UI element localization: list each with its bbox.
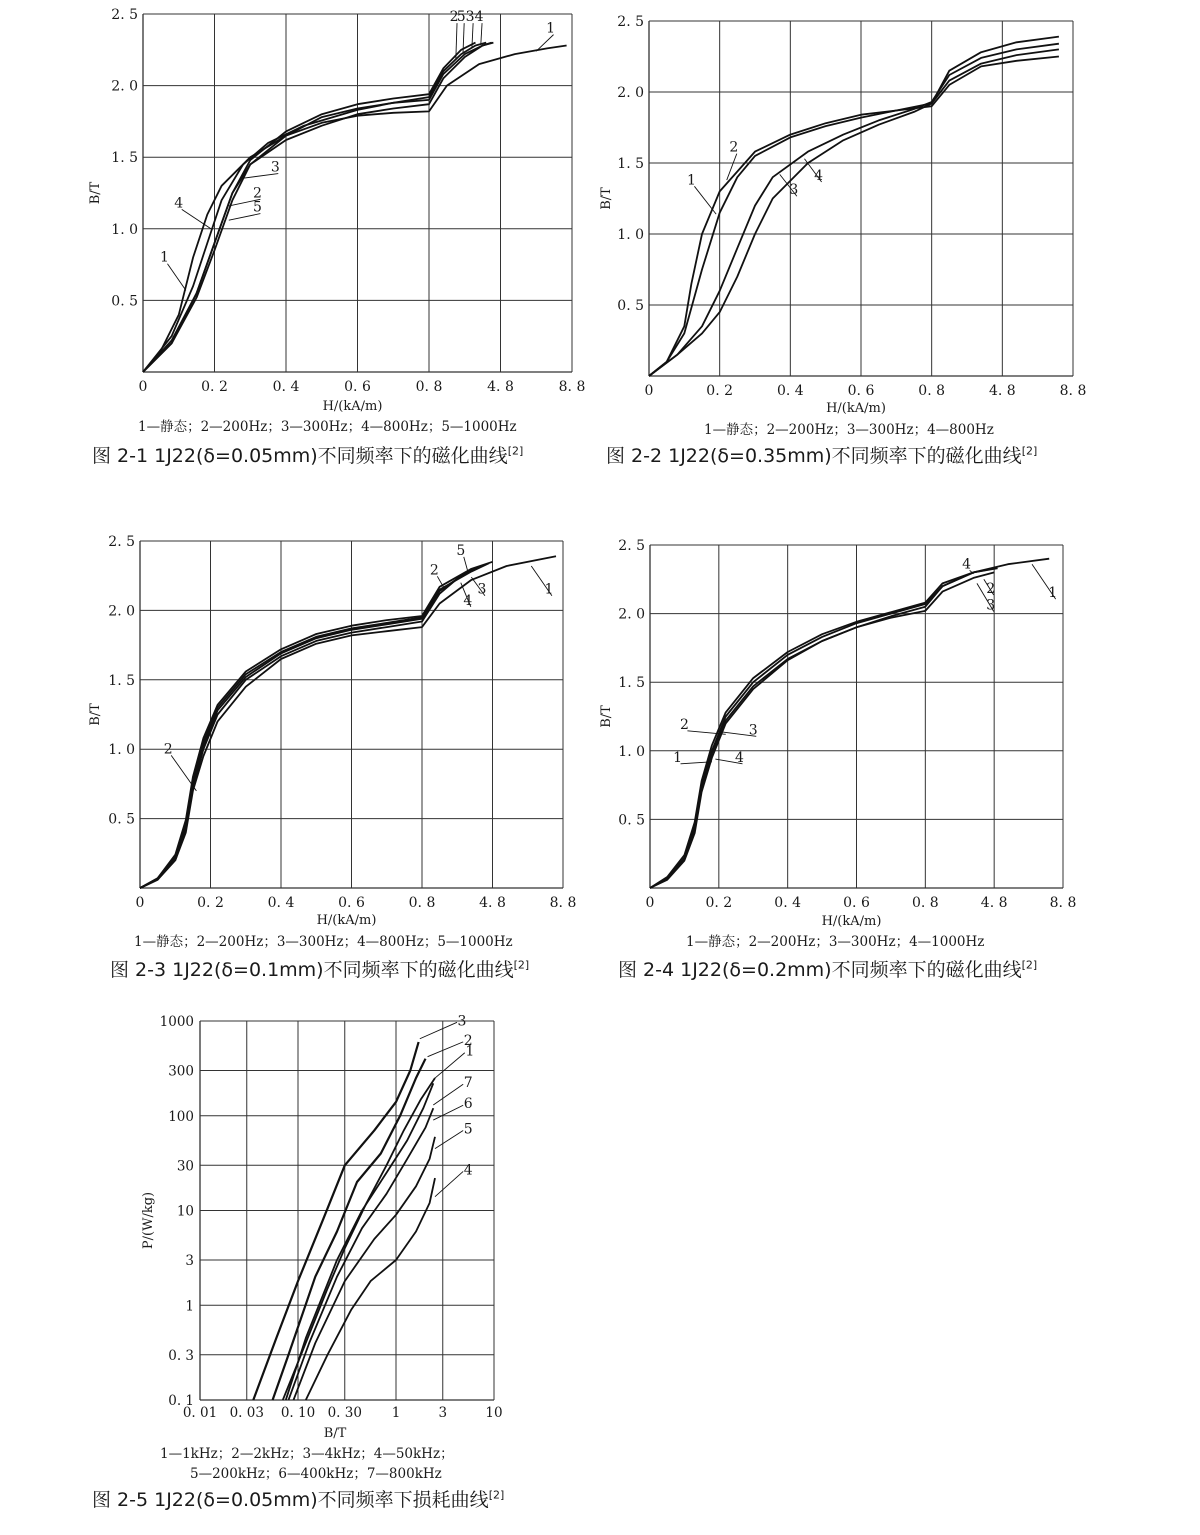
y-tick-label: 2. 5	[618, 538, 645, 554]
y-tick-label: 30	[176, 1158, 194, 1175]
plot-area	[649, 21, 1073, 376]
curve-label-7: 7	[463, 1075, 473, 1092]
y-tick-label: 2. 5	[108, 534, 135, 550]
leader-line	[694, 186, 716, 214]
caption-fig1	[92, 441, 523, 468]
y-tick-label: 1. 5	[111, 150, 138, 167]
legend-fig1: 1—静态；2—200Hz；3—300Hz；4—800Hz；5—1000Hz	[138, 419, 517, 435]
y-tick-label: 0. 5	[617, 298, 644, 314]
leader-line	[435, 1130, 463, 1148]
leader-line	[167, 264, 185, 291]
curve-label-4: 4	[814, 168, 824, 185]
x-tick-label: 0	[135, 895, 145, 911]
x-axis-title: H/(kA/m)	[316, 913, 377, 928]
caption-fig4-ref: [2]	[1021, 958, 1038, 972]
plot-area	[140, 541, 563, 888]
series-curve-3	[253, 1042, 418, 1400]
series-curve-2	[273, 1059, 426, 1400]
figure-2-1	[0, 0, 600, 470]
leader-line	[463, 23, 464, 54]
caption-fig2-ref: [2]	[1021, 444, 1038, 458]
caption-fig2-text: 图 2-2 1J22(δ=0.35mm)不同频率下的磁化曲线	[606, 445, 1022, 467]
series-curve-5	[143, 43, 476, 372]
x-tick-label: 0. 30	[327, 1405, 362, 1421]
plot-area	[143, 14, 572, 372]
x-tick-label: 4. 8	[988, 383, 1016, 399]
y-tick-label: 2. 0	[618, 606, 645, 623]
curve-label-5: 5	[463, 1121, 473, 1138]
curve-label-1: 1	[465, 1043, 475, 1060]
x-tick-label: 8. 8	[1059, 383, 1087, 399]
x-tick-label: 0. 6	[847, 383, 875, 399]
x-tick-label: 0. 4	[267, 895, 295, 911]
y-axis-title: B/T	[600, 705, 614, 728]
x-axis-title: H/(kA/m)	[826, 401, 886, 416]
y-tick-label: 2. 0	[108, 603, 135, 620]
leader-line	[464, 557, 468, 572]
x-tick-label: 0. 4	[272, 379, 300, 395]
curve-label-4: 4	[174, 195, 184, 212]
x-tick-label: 0. 6	[843, 895, 870, 911]
leader-line	[435, 1171, 463, 1196]
series-curve-3	[140, 565, 485, 888]
leader-line	[171, 755, 196, 790]
series-curve-1	[649, 57, 1059, 377]
y-tick-label: 2. 5	[617, 14, 644, 30]
curve-label-2: 2	[163, 741, 173, 758]
curve-label-5: 5	[456, 542, 466, 559]
caption-fig2	[606, 441, 1037, 468]
y-tick-label: 2. 0	[617, 85, 644, 101]
chart-fig2	[600, 0, 1200, 470]
x-tick-label: 0. 2	[197, 895, 224, 911]
curve-label-1: 1	[686, 172, 696, 189]
legend-fig5-line2: 5—200kHz；6—400kHz；7—800kHz	[190, 1466, 442, 1482]
plot-area	[650, 545, 1063, 888]
caption-fig3-ref: [2]	[513, 958, 530, 972]
x-tick-label: 4. 8	[487, 379, 514, 395]
figure-2-3	[0, 515, 600, 985]
curve-label-3: 3	[477, 581, 487, 598]
x-tick-label: 1	[391, 1405, 401, 1421]
curve-label-4: 4	[474, 9, 484, 26]
chart-fig1	[0, 0, 600, 470]
x-tick-label: 0. 10	[280, 1405, 316, 1421]
y-tick-label: 1. 5	[108, 672, 135, 689]
x-tick-label: 8. 8	[549, 895, 577, 911]
x-tick-label: 0. 4	[776, 383, 804, 399]
leader-line	[428, 1042, 464, 1057]
y-tick-label: 3	[185, 1253, 194, 1270]
series-curve-4	[650, 570, 987, 888]
series-curve-2	[143, 43, 492, 372]
y-tick-label: 0. 1	[168, 1393, 194, 1409]
x-tick-label: 0. 6	[338, 895, 365, 911]
x-tick-label: 4. 8	[479, 895, 506, 911]
curve-label-2: 2	[252, 185, 262, 202]
leader-line	[433, 1105, 463, 1120]
y-tick-label: 1000	[159, 1014, 194, 1030]
x-tick-label: 0. 4	[774, 895, 802, 911]
leader-line	[727, 154, 737, 180]
figure-2-5	[0, 1005, 600, 1535]
series-curve-7	[286, 1083, 434, 1400]
x-tick-label: 0. 8	[408, 895, 436, 911]
y-tick-label: 300	[168, 1063, 194, 1080]
curve-label-2: 2	[729, 139, 739, 156]
caption-fig4-text: 图 2-4 1J22(δ=0.2mm)不同频率下的磁化曲线	[618, 959, 1022, 981]
y-tick-label: 100	[168, 1108, 194, 1125]
curve-label-4: 4	[463, 1162, 473, 1179]
x-tick-label: 0. 8	[918, 383, 946, 399]
y-axis-title: B/T	[88, 703, 103, 726]
figure-2-4	[600, 515, 1200, 985]
figure-2-2	[600, 0, 1200, 470]
curve-label-1: 1	[546, 20, 556, 37]
series-curve-1	[140, 556, 556, 888]
curve-label-3: 3	[465, 9, 475, 26]
curve-label-5: 5	[252, 199, 262, 216]
legend-fig5-line1: 1—1kHz；2—2kHz；3—4kHz；4—50kHz；	[160, 1446, 454, 1462]
series-curve-3	[650, 572, 994, 888]
x-tick-label: 0. 2	[201, 379, 228, 395]
x-tick-label: 10	[485, 1405, 503, 1421]
series-curve-5	[294, 1137, 436, 1400]
curve-label-1: 1	[544, 581, 554, 598]
y-axis-title: B/T	[88, 181, 103, 205]
x-tick-label: 0	[645, 895, 655, 911]
curve-label-3: 3	[457, 1013, 467, 1030]
y-tick-label: 0. 5	[108, 811, 135, 828]
curve-label-3: 3	[986, 597, 996, 614]
caption-fig5	[92, 1485, 504, 1512]
caption-fig1-ref: [2]	[507, 444, 524, 458]
y-tick-label: 1. 0	[111, 221, 138, 238]
curve-label-1: 1	[673, 749, 682, 766]
curve-label-6: 6	[463, 1096, 473, 1113]
curve-label-3: 3	[748, 722, 758, 739]
curve-label-1: 1	[1048, 585, 1058, 602]
caption-fig4	[618, 955, 1037, 982]
y-tick-label: 2. 5	[111, 7, 138, 23]
series-curve-2	[140, 569, 475, 888]
y-tick-label: 1	[185, 1298, 194, 1315]
y-axis-title: B/T	[600, 187, 614, 210]
y-tick-label: 10	[176, 1203, 194, 1220]
legend-fig3: 1—静态；2—200Hz；3—300Hz；4—800Hz；5—1000Hz	[134, 934, 513, 950]
curve-label-3: 3	[270, 159, 280, 176]
y-tick-label: 1. 0	[618, 743, 645, 760]
series-curve-1	[143, 46, 567, 373]
curve-label-2: 2	[429, 562, 439, 579]
y-tick-label: 0. 5	[111, 293, 138, 310]
x-tick-label: 0	[644, 383, 654, 399]
curve-label-4: 4	[463, 592, 473, 609]
chart-fig3	[0, 515, 600, 985]
x-tick-label: 0. 6	[344, 379, 371, 395]
y-tick-label: 1. 5	[618, 675, 645, 692]
leader-line	[481, 23, 482, 44]
x-tick-label: 0. 03	[229, 1405, 264, 1421]
x-axis-title: H/(kA/m)	[322, 399, 383, 414]
y-tick-label: 2. 0	[111, 78, 138, 95]
x-axis-title: B/T	[323, 1426, 347, 1441]
x-tick-label: 4. 8	[980, 895, 1008, 911]
curve-label-2: 2	[679, 716, 689, 733]
y-tick-label: 0. 3	[168, 1347, 194, 1364]
curve-label-2: 2	[463, 1032, 473, 1049]
x-tick-label: 8. 8	[558, 379, 586, 395]
curve-label-4: 4	[735, 749, 744, 766]
y-axis-title: P/(W/kg)	[141, 1191, 156, 1250]
x-tick-label: 0. 2	[705, 895, 733, 911]
caption-fig3-text: 图 2-3 1J22(δ=0.1mm)不同频率下的磁化曲线	[110, 959, 514, 981]
x-tick-label: 0. 8	[415, 379, 443, 395]
y-tick-label: 1. 0	[617, 227, 644, 243]
chart-fig4	[600, 515, 1200, 985]
x-tick-label: 0. 01	[182, 1405, 218, 1421]
x-tick-label: 3	[438, 1405, 448, 1421]
series-curve-3	[143, 43, 493, 372]
curve-label-2: 2	[986, 581, 996, 598]
curve-label-3: 3	[789, 182, 799, 199]
curve-label-2: 2	[449, 9, 459, 26]
series-curve-3	[649, 44, 1059, 376]
plot-area	[200, 1021, 494, 1400]
leader-line	[420, 1022, 457, 1038]
x-axis-title: H/(kA/m)	[821, 914, 882, 929]
legend-fig2: 1—静态；2—200Hz；3—300Hz；4—800Hz	[704, 422, 994, 438]
y-tick-label: 1. 5	[617, 156, 644, 172]
caption-fig5-text: 图 2-5 1J22(δ=0.05mm)不同频率下损耗曲线	[92, 1489, 489, 1511]
x-tick-label: 0. 8	[911, 895, 939, 911]
y-tick-label: 1. 0	[108, 742, 135, 759]
caption-fig5-ref: [2]	[488, 1488, 505, 1502]
caption-fig1-text: 图 2-1 1J22(δ=0.05mm)不同频率下的磁化曲线	[92, 445, 508, 467]
x-tick-label: 0	[138, 379, 148, 395]
y-tick-label: 0. 5	[618, 812, 645, 829]
series-curve-4	[140, 563, 489, 888]
x-tick-label: 0. 2	[706, 383, 734, 399]
series-curve-4	[143, 43, 486, 372]
caption-fig3	[110, 955, 529, 982]
legend-fig4: 1—静态；2—200Hz；3—300Hz；4—1000Hz	[686, 934, 985, 950]
curve-label-4: 4	[962, 556, 972, 573]
series-curve-2	[650, 568, 998, 888]
chart-fig5	[0, 1005, 600, 1445]
leader-line	[433, 1084, 463, 1105]
curve-label-5: 5	[456, 9, 466, 26]
leader-line	[435, 1053, 465, 1078]
curve-label-1: 1	[159, 249, 169, 266]
x-tick-label: 8. 8	[1049, 895, 1077, 911]
